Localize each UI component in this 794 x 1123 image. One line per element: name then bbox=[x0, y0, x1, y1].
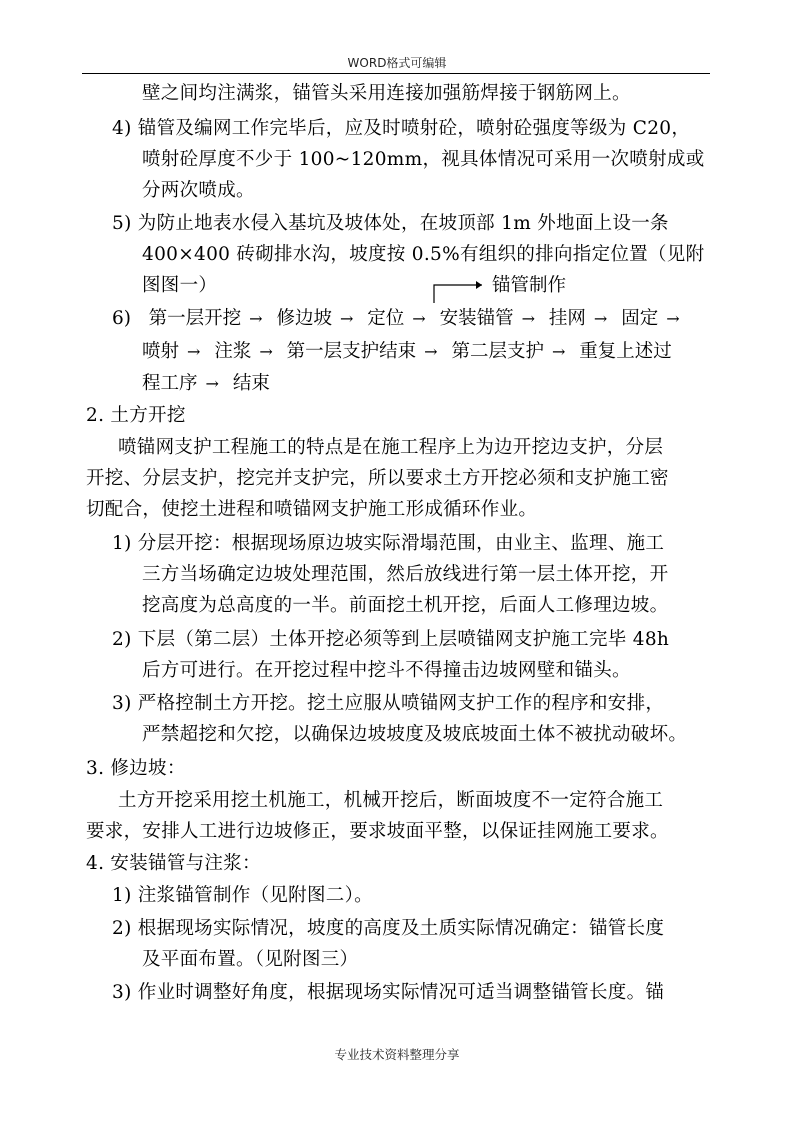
text-line: 4) 锚管及编网工作完毕后，应及时喷射砼，喷射砼强度等级为 C20， bbox=[112, 118, 691, 139]
arrow-icon: → bbox=[187, 342, 201, 361]
arrow-icon: → bbox=[339, 309, 354, 328]
flow-step: 重复上述过 bbox=[579, 341, 672, 362]
flow-step: 第一层开挖 bbox=[148, 308, 242, 329]
flow-number: 6) bbox=[112, 308, 131, 329]
header-rule bbox=[82, 73, 710, 74]
section-heading: 3. 修边坡： bbox=[86, 758, 186, 779]
flow-row-2 bbox=[142, 340, 672, 364]
text-line: 挖高度为总高度的一半。前面挖土机开挖，后面人工修理边坡。 bbox=[142, 595, 669, 616]
text-line: 2) 下层（第二层）土体开挖必须等到上层喷锚网支护施工完毕 48h bbox=[112, 629, 670, 650]
flow-row-1 bbox=[112, 307, 688, 331]
page-header: WORD格式可编辑 bbox=[347, 56, 447, 70]
flow-step: 安装锚管 bbox=[439, 308, 514, 329]
text-line: 1) 分层开挖：根据现场原边坡实际滑塌范围，由业主、监理、施工 bbox=[112, 533, 665, 554]
text-line: 5) 为防止地表水侵入基坑及坡体处，在坡顶部 1m 外地面上设一条 bbox=[112, 213, 669, 234]
arrow-icon: → bbox=[412, 309, 426, 328]
text-line: 严禁超挖和欠挖，以确保边坡坡度及坡底坡面土体不被扰动破坏。 bbox=[142, 724, 688, 745]
arrow-icon: → bbox=[666, 309, 680, 328]
text-line: 喷射砼厚度不少于 100~120mm，视具体情况可采用一次喷射成或 bbox=[142, 149, 705, 170]
arrow-icon: → bbox=[424, 342, 438, 361]
arrow-icon: → bbox=[249, 309, 263, 328]
flow-step: 程工序 bbox=[142, 373, 198, 394]
text-line: 后方可进行。在开挖过程中挖斗不得撞击边坡网壁和锚头。 bbox=[142, 660, 631, 681]
text-line: 图图一） bbox=[142, 275, 218, 296]
arrow-icon: → bbox=[205, 374, 219, 393]
flow-step: 定位 bbox=[367, 308, 405, 329]
flow-step: 修边坡 bbox=[276, 308, 332, 329]
text-line: 壁之间均注满浆，锚管头采用连接加强筋焊接于钢筋网上。 bbox=[142, 83, 631, 104]
flow-step: 第一层支护结束 bbox=[286, 341, 417, 362]
flow-branch-label: 锚管制作 bbox=[492, 275, 567, 296]
arrow-icon: → bbox=[259, 342, 273, 361]
text-line: 要求，安排人工进行边坡修正，要求坡面平整，以保证挂网施工要求。 bbox=[86, 821, 669, 842]
arrow-icon: → bbox=[521, 309, 536, 328]
text-line: 喷锚网支护工程施工的特点是在施工程序上为边开挖边支护，分层 bbox=[118, 437, 664, 458]
text-line: 土方开挖采用挖土机施工，机械开挖后，断面坡度不一定符合施工 bbox=[118, 790, 664, 811]
section-heading: 2. 土方开挖 bbox=[86, 405, 186, 426]
text-line: 400×400 砖砌排水沟，坡度按 0.5%有组织的排向指定位置（见附 bbox=[142, 244, 705, 265]
section-heading: 4. 安装锚管与注浆： bbox=[86, 853, 261, 874]
flow-step: 挂网 bbox=[548, 308, 586, 329]
text-line: 切配合，使挖土进程和喷锚网支护施工形成循环作业。 bbox=[86, 499, 538, 520]
text-line: 三方当场确定边坡处理范围，然后放线进行第一层土体开挖，开 bbox=[142, 564, 669, 585]
flow-step: 结束 bbox=[232, 373, 270, 394]
flow-step: 喷射 bbox=[142, 341, 180, 362]
text-line: 3) 严格控制土方开挖。挖土应服从喷锚网支护工作的程序和安排， bbox=[112, 693, 665, 714]
arrow-icon: → bbox=[593, 309, 608, 328]
flow-step: 注浆 bbox=[214, 341, 252, 362]
arrow-icon: → bbox=[551, 342, 566, 361]
flow-row-3 bbox=[142, 372, 270, 396]
branch-arrow bbox=[432, 279, 484, 303]
flow-step: 固定 bbox=[621, 308, 659, 329]
text-line: 及平面布置。（见附图三） bbox=[142, 949, 359, 970]
text-line: 1) 注浆锚管制作（见附图二）。 bbox=[112, 885, 373, 906]
text-line: 分两次喷成。 bbox=[142, 180, 255, 201]
text-line: 开挖、分层支护，挖完并支护完，所以要求土方开挖必须和支护施工密 bbox=[86, 468, 669, 489]
page-footer: 专业技术资料整理分享 bbox=[334, 1047, 460, 1062]
text-line: 2) 根据现场实际情况，坡度的高度及土质实际情况确定：锚管长度 bbox=[112, 918, 665, 939]
text-line: 3) 作业时调整好角度，根据现场实际情况可适当调整锚管长度。锚 bbox=[112, 982, 665, 1003]
flow-step: 第二层支护 bbox=[451, 341, 544, 362]
